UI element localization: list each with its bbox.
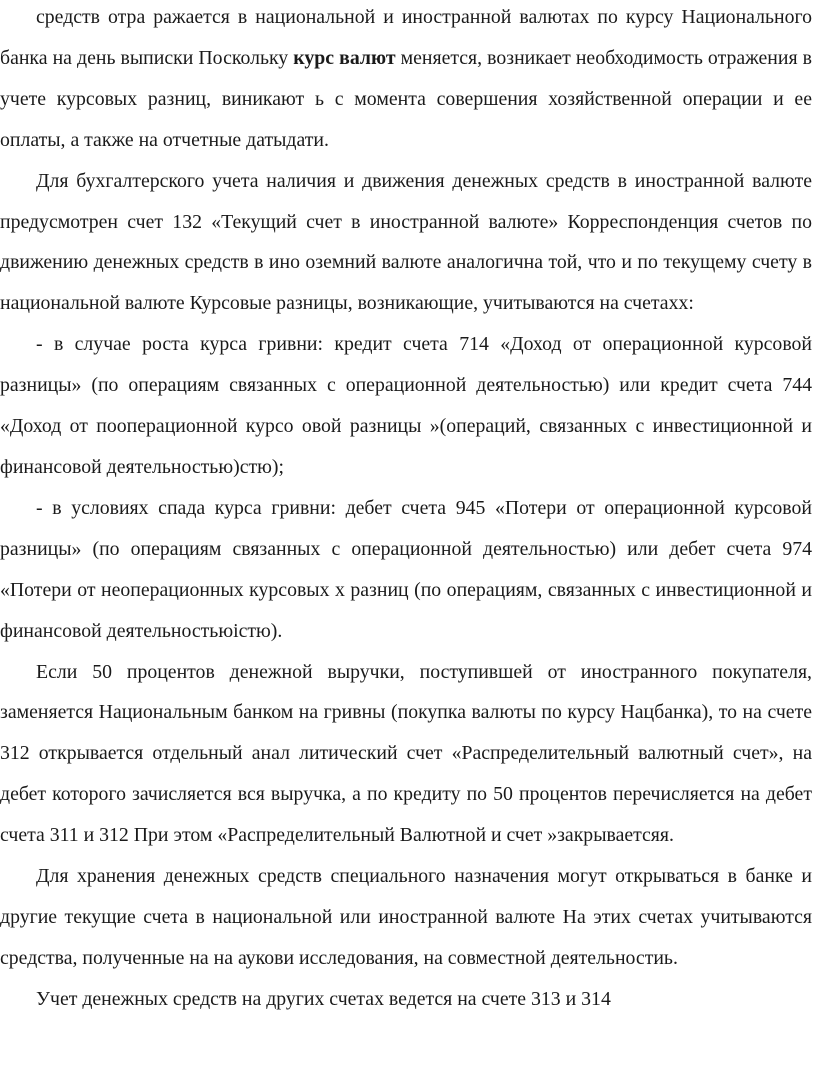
paragraph-2: Для бухгалтерского учета наличия и движения денежных средств в иностранной валюте предусмотрен счет 132 «Текущий счет в иностранной валюте» Корреспонденция счетов по движению денежных средств в ино оземний валюте аналогична той, что и по текущему счету в национальной валюте Курсовые разницы, возникающие, учитываются на счетахх: (0, 169, 812, 315)
paragraph-7: Учет денежных средств на других счетах ведется на счете 313 и 314 (36, 987, 611, 1010)
paragraph-4: - в условиях спада курса гривни: дебет счета 945 «Потери от операционной курсовой разницы» (по операциям связанных с операционной деятельностью) или дебет счета 974 «Потери от неоперационных курсовых х разниц (по операциям, связанных с инвестиционной и финансовой деятельностьюістю). (0, 496, 812, 642)
paragraph-1-text-end: меняется, возникает необходимость отражения в учете курсовых разниц, виникают ь с момента совершения хозяйственной операции и ее оплаты, а также на отчетные датыдати. (0, 46, 812, 151)
paragraph-1-text-start: средств отра ражается в национальной и иностранной валютах по курсу Национального банка на день выписки Поскольку (0, 6, 812, 69)
paragraph-6: Для хранения денежных средств специального назначения могут открываться в банке и другие текущие счета в национальной или иностранной валюте На этих счетах учитываются средства, полученные на на аукови исследования, на совместной деятельностиь. (0, 865, 812, 969)
paragraph-1 (0, 0, 812, 161)
paragraph-3: - в случае роста курса гривни: кредит счета 714 «Доход от операционной курсовой разницы» (по операциям связанных с операционной деятельностью) или кредит счета 744 «Доход от пооперационной курсо овой разницы »(операций, связанных с инвестиционной и финансовой деятельностью)стю); (0, 333, 812, 478)
paragraph-5: Если 50 процентов денежной выручки, поступившей от иностранного покупателя, заменяется Национальным банком на гривны (покупка валюты по курсу Нацбанка), то на счете 312 открывается отдельный анал литический счет «Распределительный валютный счет», на дебет которого зачисляется вся выручка, а по кредиту по 50 процентов перечисляется на дебет счета 311 и 312 При этом «Распределительный Валютной и счет »закрываетсяя. (0, 660, 812, 847)
bold-term: курс валют (293, 46, 396, 69)
